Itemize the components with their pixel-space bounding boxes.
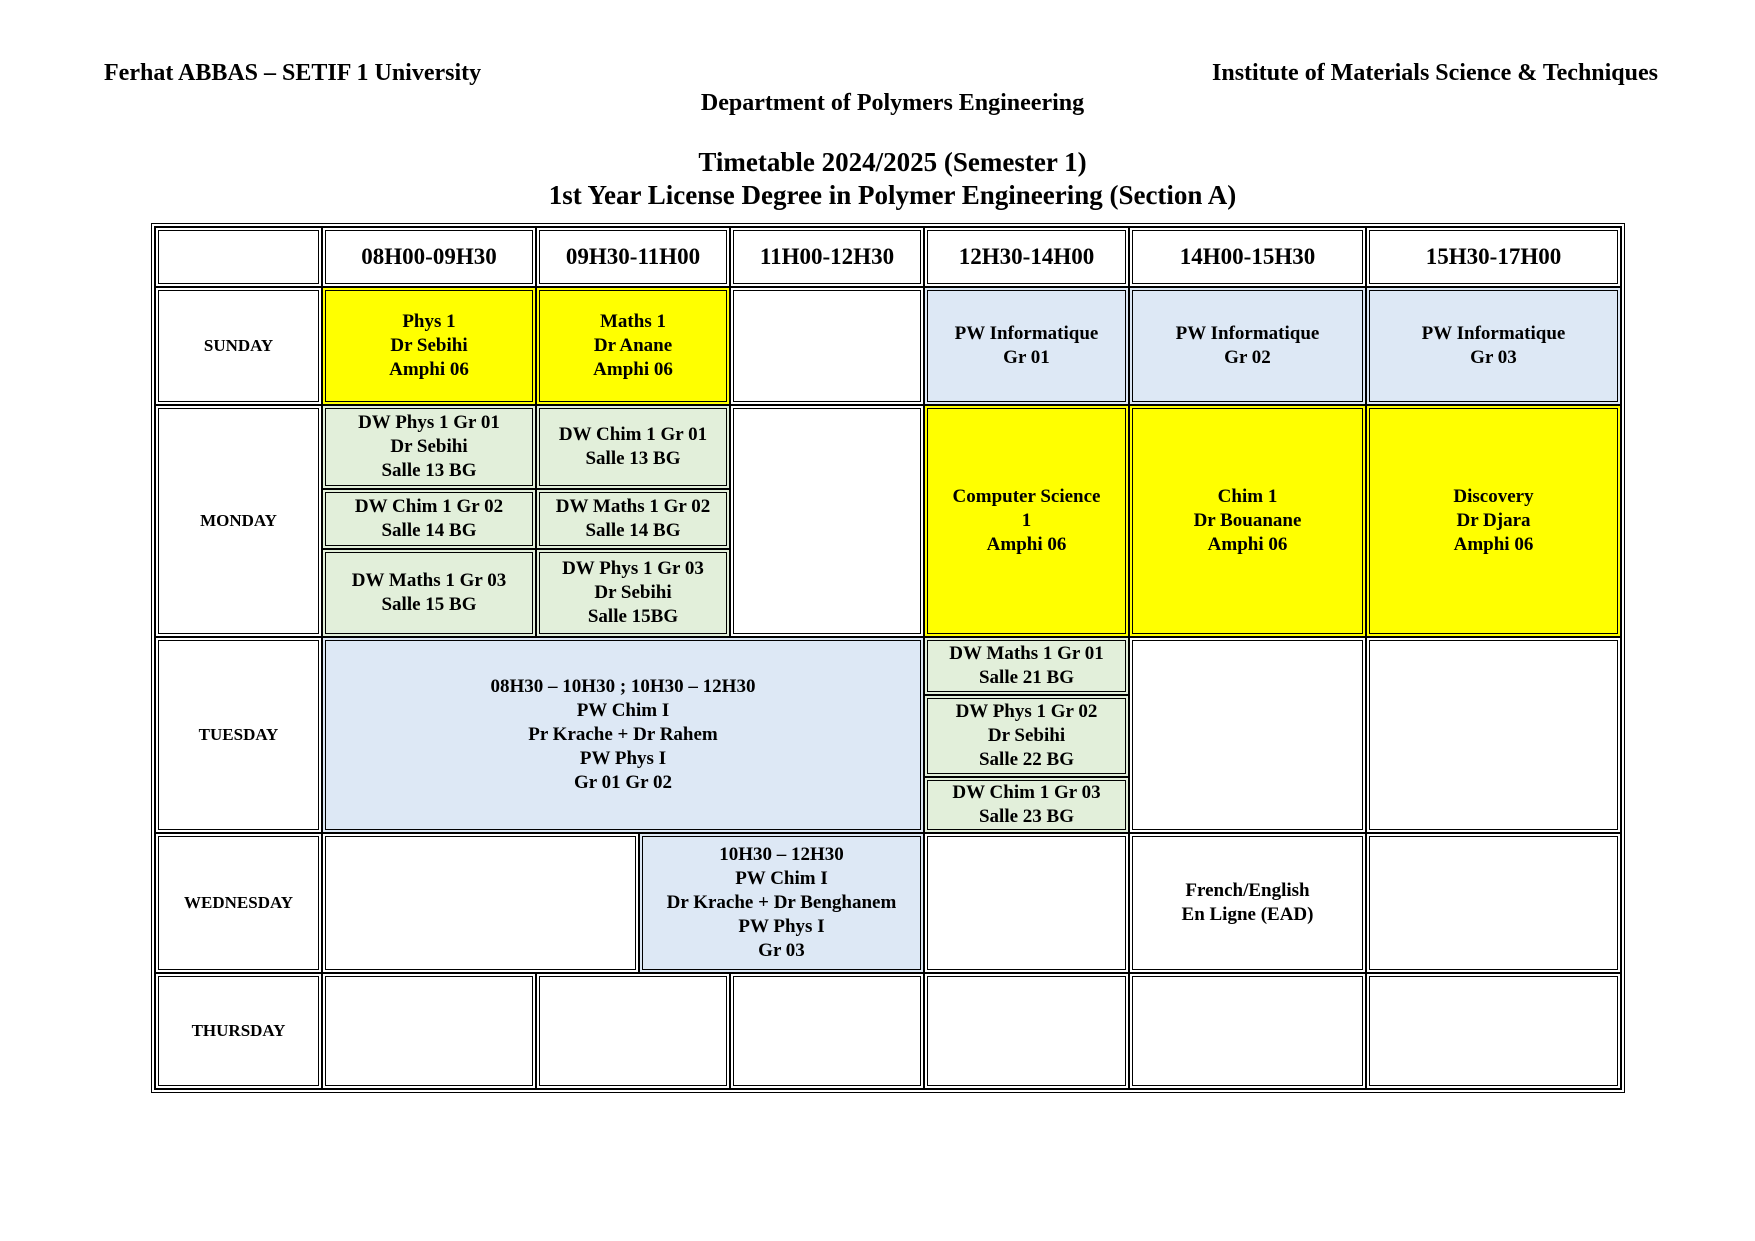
session-tuesday-4a: DW Maths 1 Gr 01 Salle 21 BG bbox=[924, 637, 1129, 695]
timetable-title: Timetable 2024/2025 (Semester 1) bbox=[698, 147, 1087, 177]
session-sunday-6: PW Informatique Gr 03 bbox=[1366, 287, 1621, 405]
empty-cell bbox=[1366, 833, 1621, 973]
session-wednesday-late-morning: 10H30 – 12H30 PW Chim I Dr Krache + Dr Benghanem PW Phys I Gr 03 bbox=[639, 833, 924, 973]
session-sunday-2: Maths 1 Dr Anane Amphi 06 bbox=[536, 287, 730, 405]
session-monday-2c: DW Phys 1 Gr 03 Dr Sebihi Salle 15BG bbox=[536, 549, 730, 637]
corner-cell bbox=[155, 227, 322, 287]
session-monday-5: Chim 1 Dr Bouanane Amphi 06 bbox=[1129, 405, 1366, 637]
slot-header-5: 14H00-15H30 bbox=[1129, 227, 1366, 287]
session-wednesday-5: French/English En Ligne (EAD) bbox=[1129, 833, 1366, 973]
empty-cell bbox=[730, 405, 924, 637]
empty-cell bbox=[730, 287, 924, 405]
empty-cell bbox=[1366, 637, 1621, 833]
empty-cell bbox=[1129, 973, 1366, 1089]
session-tuesday-morning: 08H30 – 10H30 ; 10H30 – 12H30 PW Chim I Pr Krache + Dr Rahem PW Phys I Gr 01 Gr 02 bbox=[322, 637, 924, 833]
session-sunday-5: PW Informatique Gr 02 bbox=[1129, 287, 1366, 405]
session-monday-6: Discovery Dr Djara Amphi 06 bbox=[1366, 405, 1621, 637]
day-label-wednesday: WEDNESDAY bbox=[155, 833, 322, 973]
empty-cell bbox=[1129, 637, 1366, 833]
day-label-tuesday: TUESDAY bbox=[155, 637, 322, 833]
institute-name: Institute of Materials Science & Techniques bbox=[1212, 60, 1658, 86]
empty-cell bbox=[1366, 973, 1621, 1089]
empty-cell bbox=[322, 833, 639, 973]
empty-cell bbox=[924, 973, 1129, 1089]
timetable-subtitle: 1st Year License Degree in Polymer Engineering (Section A) bbox=[548, 180, 1237, 210]
day-label-sunday: SUNDAY bbox=[155, 287, 322, 405]
session-monday-1b: DW Chim 1 Gr 02 Salle 14 BG bbox=[322, 489, 536, 549]
session-monday-4: Computer Science 1 Amphi 06 bbox=[924, 405, 1129, 637]
empty-cell bbox=[322, 973, 536, 1089]
session-monday-2b: DW Maths 1 Gr 02 Salle 14 BG bbox=[536, 489, 730, 549]
session-sunday-1: Phys 1 Dr Sebihi Amphi 06 bbox=[322, 287, 536, 405]
slot-header-6: 15H30-17H00 bbox=[1366, 227, 1621, 287]
slot-header-3: 11H00-12H30 bbox=[730, 227, 924, 287]
empty-cell bbox=[536, 973, 730, 1089]
department-name: Department of Polymers Engineering bbox=[700, 90, 1085, 116]
session-tuesday-4b: DW Phys 1 Gr 02 Dr Sebihi Salle 22 BG bbox=[924, 695, 1129, 777]
day-label-thursday: THURSDAY bbox=[155, 973, 322, 1089]
session-monday-1a: DW Phys 1 Gr 01 Dr Sebihi Salle 13 BG bbox=[322, 405, 536, 489]
day-label-monday: MONDAY bbox=[155, 405, 322, 637]
empty-cell bbox=[924, 833, 1129, 973]
session-monday-1c: DW Maths 1 Gr 03 Salle 15 BG bbox=[322, 549, 536, 637]
empty-cell bbox=[730, 973, 924, 1089]
slot-header-1: 08H00-09H30 bbox=[322, 227, 536, 287]
slot-header-2: 09H30-11H00 bbox=[536, 227, 730, 287]
session-sunday-4: PW Informatique Gr 01 bbox=[924, 287, 1129, 405]
timetable-grid bbox=[151, 223, 1625, 1093]
slot-header-4: 12H30-14H00 bbox=[924, 227, 1129, 287]
session-monday-2a: DW Chim 1 Gr 01 Salle 13 BG bbox=[536, 405, 730, 489]
university-name: Ferhat ABBAS – SETIF 1 University bbox=[104, 60, 482, 86]
session-tuesday-4c: DW Chim 1 Gr 03 Salle 23 BG bbox=[924, 777, 1129, 833]
